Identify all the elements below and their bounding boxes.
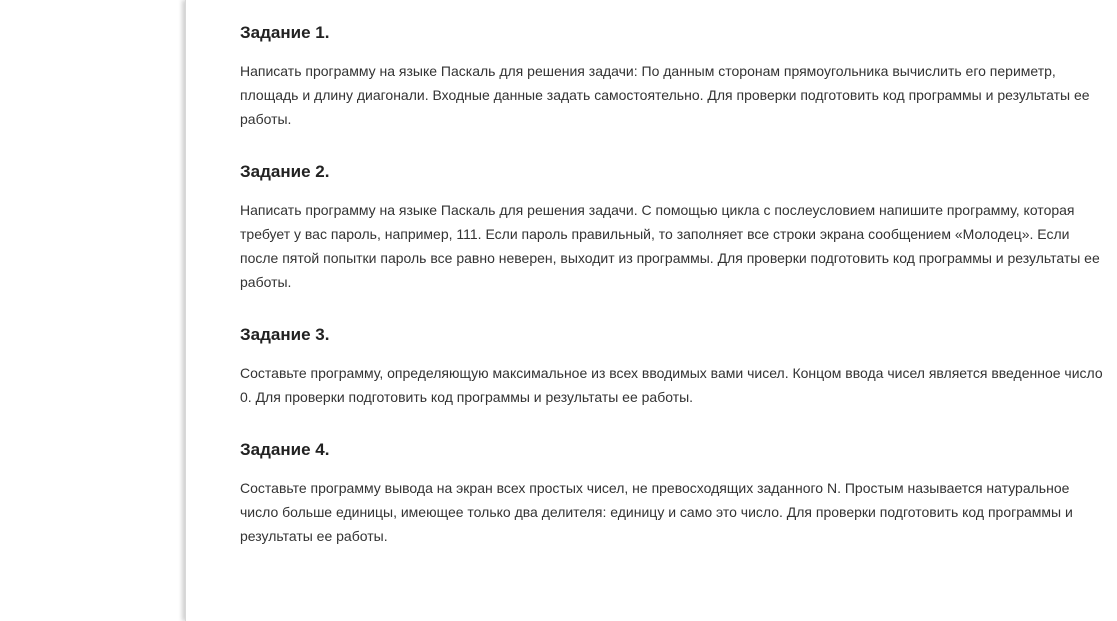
task-text: Написать программу на языке Паскаль для решения задачи. С помощью цикла с послеусловием напишите программу, которая требует у вас пароль, например, 111. Если пароль правильный, то заполняет все строки экрана сообщением «Молодец». Если после пятой попытки пароль все равно неверен, выходит из программы. Для проверки подготовить код программы и результаты ее работы. (240, 202, 1100, 290)
task-1 (240, 20, 1110, 131)
task-3 (240, 322, 1110, 409)
document-page (185, 0, 1117, 621)
task-title: Задание 1. (240, 23, 330, 42)
task-text: Составьте программу вывода на экран всех простых чисел, не превосходящих заданного N. Простым называется натуральное число больше единицы, имеющее только два делителя: единицу и само это число. Для проверки подготовить код программы и результаты ее работы. (240, 480, 1073, 544)
task-4 (240, 437, 1110, 548)
task-text: Написать программу на языке Паскаль для решения задачи: По данным сторонам прямоугольника вычислить его периметр, площадь и длину диагонали. Входные данные задать самостоятельно. Для проверки подготовить код программы и результаты ее работы. (240, 63, 1090, 127)
task-text: Составьте программу, определяющую максимальное из всех вводимых вами чисел. Концом ввода чисел является введенное число 0. Для проверки подготовить код программы и результаты ее работы. (240, 365, 1103, 405)
document-content (240, 20, 1110, 548)
task-title: Задание 3. (240, 325, 330, 344)
task-title: Задание 2. (240, 162, 330, 181)
task-2 (240, 159, 1110, 294)
left-margin (0, 0, 185, 621)
task-title: Задание 4. (240, 440, 330, 459)
